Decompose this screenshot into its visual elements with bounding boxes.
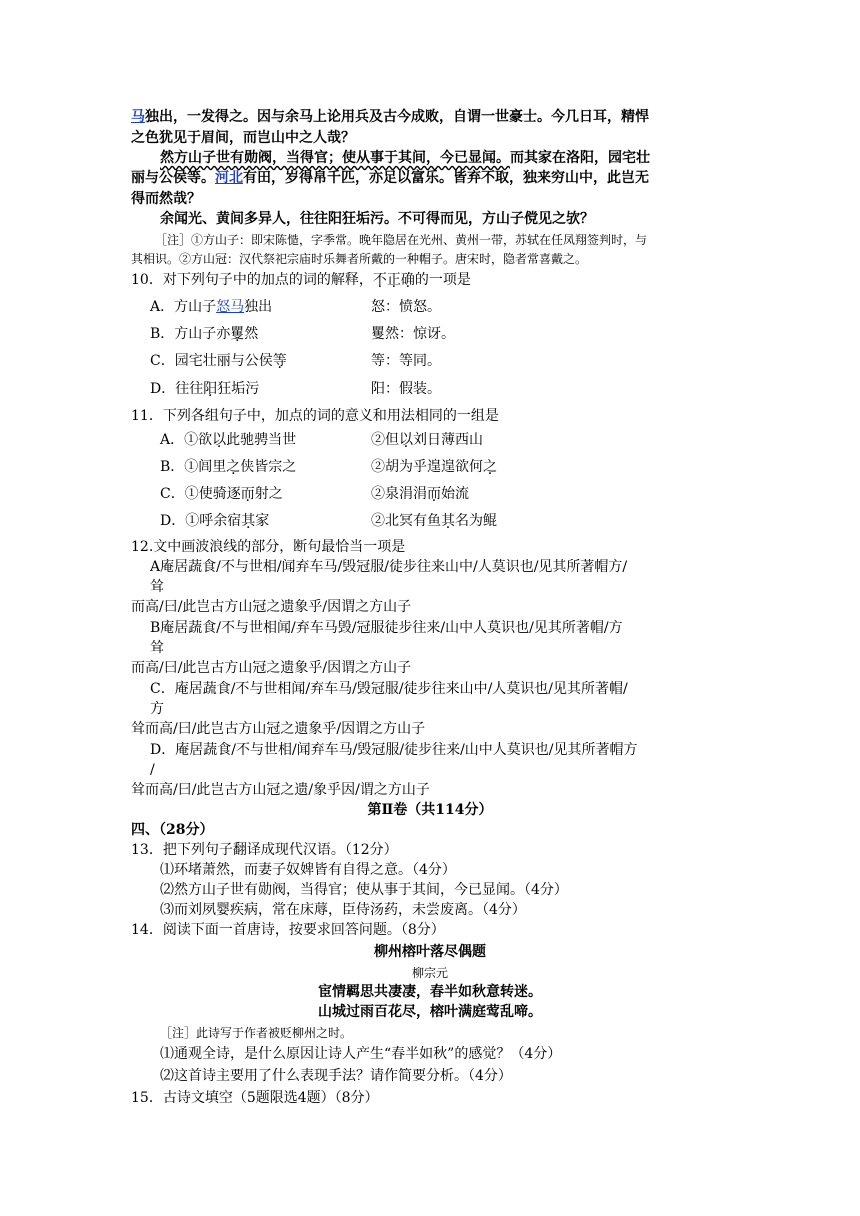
q12-option-b-line-3: 而高/曰/此岂古方山冠之遗象乎/因谓之方山子 — [131, 660, 412, 676]
option-text: 此驰骋当世 — [226, 432, 297, 448]
option-text: ②北冥有鱼 — [371, 513, 441, 529]
q12-option-d-line-1[interactable]: D．庵居蔬食/不与世相/闻弃车马/毁冠服/徒步往来/山中人莫识也/见其所著帽方 — [150, 742, 638, 758]
option-text: ②泉涓涓 — [371, 486, 427, 502]
poem-title: 柳州榕叶落尽偶题 — [374, 944, 486, 960]
q10-option-d[interactable] — [150, 379, 259, 399]
passage-line-1 — [131, 107, 649, 127]
dotted-char: 以 — [399, 432, 413, 448]
q10-option-b[interactable] — [150, 324, 258, 344]
link-numa[interactable]: 怒马 — [216, 299, 245, 315]
underlined-sentence: 然方山子世有勋阀，当得官；使从事于其间，今已显闻。 — [160, 150, 510, 166]
dotted-char: 之 — [483, 459, 497, 475]
passage-text: 有田，岁得帛千匹，亦足以富乐。皆弃不取，独来穷山中，此岂无 — [243, 170, 649, 186]
q13-sentence-1: ⑴环堵萧然，而妻子奴婢皆有自得之意。（4分） — [160, 862, 456, 878]
dotted-char: 以 — [212, 432, 227, 448]
q11-option-a-right — [371, 430, 483, 450]
option-text: A．①欲 — [160, 432, 213, 448]
passage-text: 独出，一发得之。因与余马上论用兵及古今成败，自谓一世豪士。今几日耳，精悍 — [145, 109, 649, 125]
q12-option-a-line-2: 耸 — [150, 579, 164, 595]
q11-option-b[interactable] — [160, 457, 296, 477]
option-text: ②胡为乎遑遑欲何 — [371, 459, 483, 475]
passage-line-4 — [131, 168, 649, 188]
passage-line-5: 得而然哉？ — [131, 191, 201, 207]
option-text: 独出 — [244, 299, 273, 315]
option-text: C．园宅壮丽与公侯 — [150, 353, 273, 369]
q13-stem: 13．把下列句子翻译成现代汉语。（12分） — [131, 842, 398, 858]
q11-stem: 11．下列各组句子中，加点的词的意义和用法相同的一组是 — [131, 408, 499, 424]
dotted-char: 其 — [241, 513, 256, 529]
q10-option-b-explain: 矍然：惊讶。 — [371, 326, 455, 342]
option-text: 然 — [244, 326, 259, 342]
poem-note: ［注］此诗写于作者被贬柳州之时。 — [160, 1026, 353, 1040]
q12-option-b-line-2: 耸 — [150, 640, 164, 656]
option-text: D．往往 — [150, 381, 204, 397]
passage-line-3 — [160, 148, 650, 168]
q10-option-a-explain: 怒：愤怒。 — [371, 299, 441, 315]
passage-line-6: 余闻光、黄间多异人，往往阳狂垢污。不可得而见，方山子傥见之欤？ — [160, 211, 594, 227]
poem-author: 柳宗元 — [411, 966, 448, 980]
q12-option-d-line-2: / — [150, 762, 155, 778]
option-text: A．方山子 — [150, 299, 217, 315]
passage-line-2: 之色犹见于眉间，而岂山中之人哉？ — [131, 130, 355, 146]
option-text: 刘日薄西山 — [413, 432, 483, 448]
q10-option-c-explain: 等：等同。 — [371, 353, 441, 369]
q11-option-d[interactable] — [160, 511, 269, 531]
dotted-char: 而 — [427, 486, 441, 502]
poem-line-1: 宦情羁思共凄凄，春半如秋意转迷。 — [318, 984, 542, 1000]
q14-question-1: ⑴通观全诗，是什么原因让诗人产生“春半如秋”的感觉？（4分） — [160, 1046, 562, 1062]
option-text: 狂垢污 — [217, 381, 260, 397]
part2-title: 第Ⅱ卷（共114分） — [367, 802, 493, 818]
q12-option-c-line-1[interactable]: C．庵居蔬食/不与世相闻/弃车马/毁冠服/徒步往来山中/人莫识也/见其所著帽/ — [150, 681, 628, 697]
option-text: 射之 — [254, 486, 283, 502]
dotted-char: 其 — [441, 513, 455, 529]
q11-option-c[interactable] — [160, 484, 283, 504]
poem-line-2: 山城过雨百花尽，榕叶满庭莺乱啼。 — [318, 1004, 542, 1020]
link-ma[interactable]: 马 — [131, 109, 145, 125]
option-text: 始流 — [441, 486, 469, 502]
option-text: B．方山子亦 — [150, 326, 231, 342]
passage-text: 而其家在洛阳，园宅壮 — [510, 150, 650, 166]
q11-option-b-right — [371, 457, 497, 477]
q10-stem-text: 的一项是 — [414, 272, 471, 288]
option-text: ②但 — [371, 432, 399, 448]
q11-option-d-right — [371, 511, 497, 531]
dotted-char: 等 — [272, 353, 287, 369]
q11-option-c-right — [371, 484, 469, 504]
dotted-char: 阳 — [203, 381, 218, 397]
dotted-char: 不 — [372, 272, 387, 288]
q10-stem-text: 10．对下列句子中的加点的词的解释， — [131, 272, 373, 288]
q13-sentence-2: ⑵然方山子世有勋阀，当得官；使从事于其间，今已显闻。（4分） — [160, 882, 568, 898]
q10-option-c[interactable] — [150, 351, 287, 371]
dotted-char: 确 — [400, 272, 415, 288]
option-text: 名为鲲 — [455, 513, 497, 529]
q10-option-a[interactable] — [150, 297, 272, 317]
q10-option-d-explain: 阳：假装。 — [371, 381, 441, 397]
option-text: C．①使骑逐 — [160, 486, 241, 502]
q12-option-a-line-3: 而高/曰/此岂古方山冠之遗象乎/因谓之方山子 — [131, 599, 412, 615]
q11-option-a[interactable] — [160, 430, 296, 450]
q12-option-b-line-1[interactable]: B庵居蔬食/不与世相闻/弃车马毁/冠服徒步往来/山中人莫识也/见其所著帽/方 — [150, 620, 623, 636]
q12-stem: 12.文中画波浪线的部分，断句最恰当一项是 — [131, 539, 406, 555]
option-text: 家 — [255, 513, 270, 529]
q13-sentence-3: ⑶而刘夙婴疾病，常在床蓐，臣侍汤药，未尝废离。（4分） — [160, 902, 526, 918]
passage-text: 丽与公侯等。 — [131, 170, 215, 186]
q14-stem: 14．阅读下面一首唐诗，按要求回答问题。（8分） — [131, 922, 445, 938]
dotted-char: 之 — [226, 459, 241, 475]
q12-option-c-line-2: 方 — [150, 701, 164, 717]
q10-stem — [131, 270, 471, 290]
q12-option-d-line-3: 耸而高/曰/此岂古方山冠之遗/象乎因/谓之方山子 — [131, 782, 430, 798]
dotted-char: 正 — [386, 272, 401, 288]
option-text: D．①呼余宿 — [160, 513, 242, 529]
dotted-char: 而 — [240, 486, 255, 502]
q12-option-a-line-1[interactable]: A庵居蔬食/不与世相/闻弃车马/毁冠服/徒步往来山中/人莫识也/见其所著帽方/ — [150, 559, 628, 575]
note-line-2: 其相识。②方山冠：汉代祭祀宗庙时乐舞者所戴的一种帽子。唐宋时，隐者常喜戴之。 — [131, 252, 588, 266]
section-four-header: 四、（28分） — [131, 822, 214, 838]
link-hebei[interactable]: 河北 — [215, 170, 243, 186]
q15-stem: 15．古诗文填空（5题限选4题）（8分） — [131, 1090, 379, 1106]
option-text: 侠皆宗之 — [240, 459, 297, 475]
q14-question-2: ⑵这首诗主要用了什么表现手法？请作简要分析。（4分） — [160, 1068, 512, 1084]
dotted-char: 矍 — [230, 326, 245, 342]
note-line-1: ［注］①方山子：即宋陈慥，字季常。晚年隐居在光州、黄州一带，苏轼在任凤翔签判时，与 — [155, 233, 648, 247]
option-text: B．①闾里 — [160, 459, 227, 475]
q12-option-c-line-3: 耸而高/曰/此岂古方山冠之遗象乎/因谓之方山子 — [131, 721, 426, 737]
